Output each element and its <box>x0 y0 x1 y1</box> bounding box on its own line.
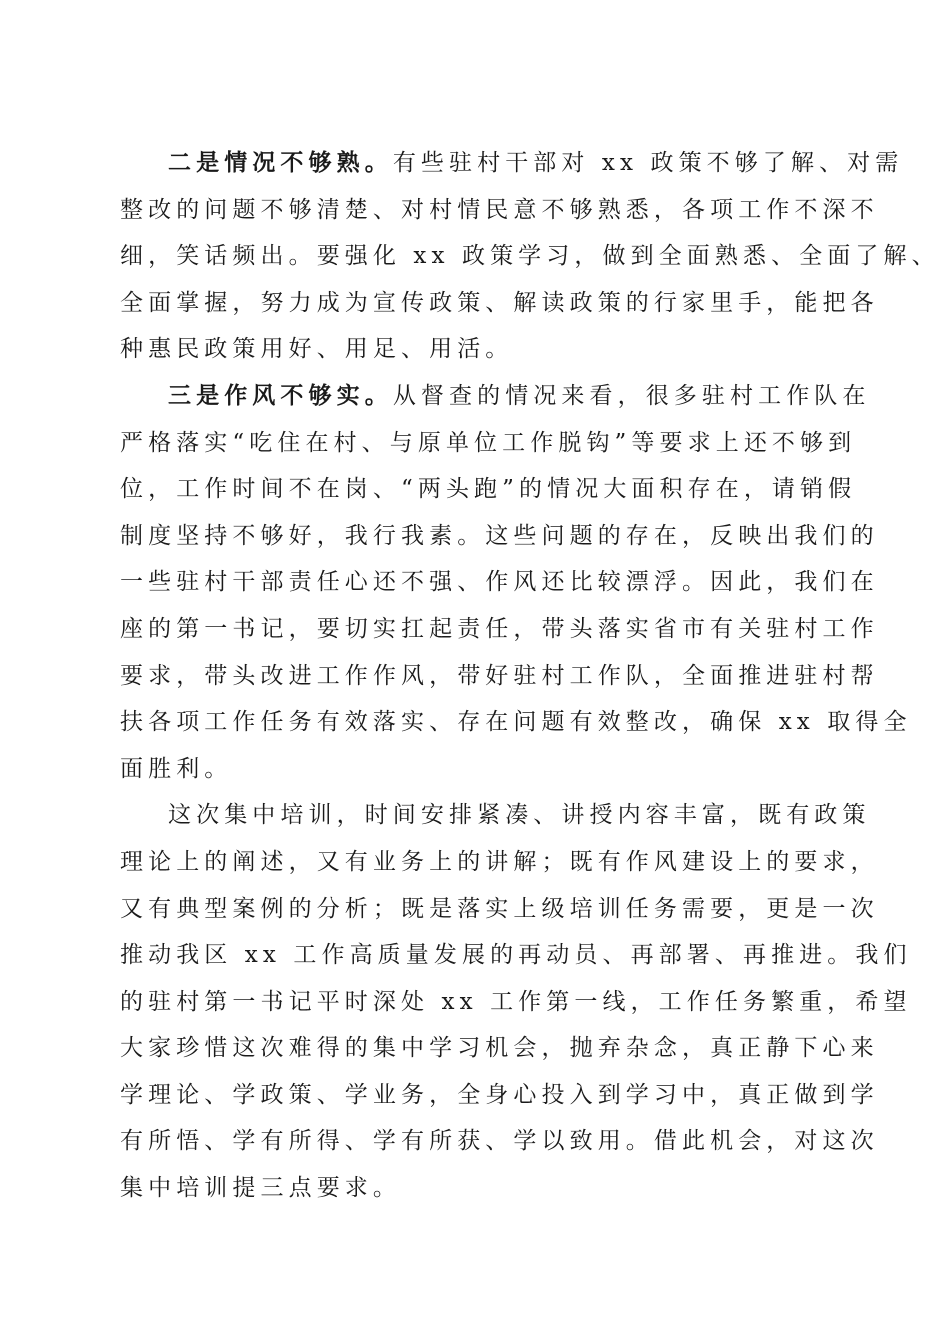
text-line: 种惠民政策用好、用足、用活。 <box>120 336 514 363</box>
paragraph-lead: 三是作风不够实。 <box>168 381 393 409</box>
text-line: 整改的问题不够清楚、对村情民意不够熟悉，各项工作不深不 <box>120 196 879 223</box>
document-page <box>120 140 940 1212</box>
text-line: 集中培训提三点要求。 <box>120 1175 401 1202</box>
paragraph-lead: 二是情况不够熟。 <box>168 149 393 176</box>
text-line: 制度坚持不够好，我行我素。这些问题的存在，反映出我们的 <box>120 522 879 549</box>
text-line: 座的第一书记，要切实扛起责任，带头落实省市有关驻村工作 <box>120 615 879 642</box>
text-line: 严格落实“吃住在村、与原单位工作脱钩”等要求上还不够到 <box>120 429 857 456</box>
text-line: 位，工作时间不在岗、“两头跑”的情况大面积存在，请销假 <box>120 476 857 503</box>
text-line: 学理论、学政策、学业务，全身心投入到学习中，真正做到学 <box>120 1081 879 1108</box>
paragraph-training-requirements <box>120 792 912 1211</box>
text-line: 理论上的阐述，又有业务上的讲解；既有作风建设上的要求， <box>120 848 879 875</box>
text-line: 又有典型案例的分析；既是落实上级培训任务需要，更是一次 <box>120 895 879 922</box>
text-line: 一些驻村干部责任心还不强、作风还比较漂浮。因此，我们在 <box>120 569 879 596</box>
text-line: 有所悟、学有所得、学有所获、学以致用。借此机会，对这次 <box>120 1128 879 1155</box>
text-line: 扶各项工作任务有效落实、存在问题有效整改，确保 xx 取得全 <box>120 709 912 736</box>
paragraph-situation-unfamiliar <box>120 140 940 373</box>
text-line: 的驻村第一书记平时深处 xx 工作第一线，工作任务繁重，希望 <box>120 988 912 1015</box>
text-line: 二是情况不够熟。有些驻村干部对 xx 政策不够了解、对需 <box>168 149 904 176</box>
text-line: 要求，带头改进工作作风，带好驻村工作队，全面推进驻村帮 <box>120 662 879 689</box>
paragraph-work-style <box>120 373 912 792</box>
text-line: 面胜利。 <box>120 755 233 782</box>
text-line: 推动我区 xx 工作高质量发展的再动员、再部署、再推进。我们 <box>120 942 912 969</box>
text-line: 细，笑话频出。要强化 xx 政策学习，做到全面熟悉、全面了解、 <box>120 243 940 270</box>
text-line: 这次集中培训，时间安排紧凑、讲授内容丰富，既有政策 <box>168 802 871 829</box>
text-line: 大家珍惜这次难得的集中学习机会，抛弃杂念，真正静下心来 <box>120 1035 879 1062</box>
text-line: 全面掌握，努力成为宣传政策、解读政策的行家里手，能把各 <box>120 289 879 316</box>
text-line: 三是作风不够实。从督查的情况来看，很多驻村工作队在 <box>168 381 871 409</box>
